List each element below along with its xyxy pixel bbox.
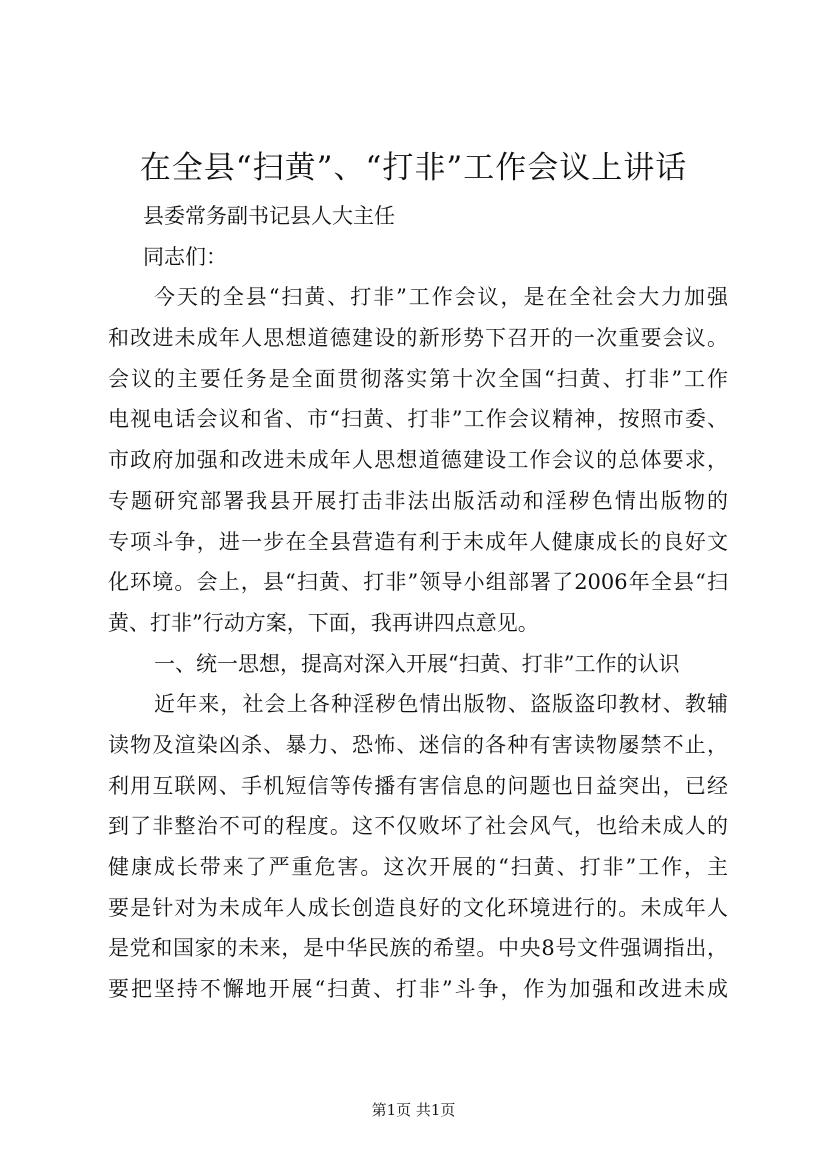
paragraph-line: 化环境。会上，县“扫黄、打非”领导小组部署了2006年全县“扫 [108,570,728,595]
paragraph-line: 和改进未成年人思想道德建设的新形势下召开的一次重要会议。 [108,326,728,351]
paragraph-line: 利用互联网、手机短信等传播有害信息的问题也日益突出，已经 [108,773,728,798]
salutation: 同志们： [143,244,227,269]
page-footer: 第1页 共1页 [371,1101,456,1119]
paragraph-line: 会议的主要任务是全面贯彻落实第十次全国“扫黄、打非”工作 [108,366,728,391]
section-heading: 一、统一思想，提高对深入开展“扫黄、打非”工作的认识 [154,651,680,676]
paragraph-line: 要是针对为未成年人成长创造良好的文化环境进行的。未成年人 [108,895,728,920]
author-line: 县委常务副书记县人大主任 [143,204,395,228]
paragraph-line: 电视电话会议和省、市“扫黄、打非”工作会议精神，按照市委、 [108,407,728,432]
paragraph-line: 黄、打非”行动方案，下面，我再讲四点意见。 [108,610,539,635]
paragraph-line: 健康成长带来了严重危害。这次开展的“扫黄、打非”工作，主 [108,855,728,879]
document-body [108,196,728,1010]
paragraph-line: 市政府加强和改进未成年人思想道德建设工作会议的总体要求， [108,448,728,473]
paragraph-line: 今天的全县“扫黄、打非”工作会议，是在全社会大力加强 [154,285,728,310]
paragraph-line: 要把坚持不懈地开展“扫黄、打非”斗争，作为加强和改进未成 [108,977,728,1002]
paragraph-line: 近年来，社会上各种淫秽色情出版物、盗版盗印教材、教辅 [154,692,728,717]
paragraph-line: 到了非整治不可的程度。这不仅败坏了社会风气，也给未成人的 [108,814,728,839]
paragraph-line: 是党和国家的未来，是中华民族的希望。中央8号文件强调指出， [108,936,728,961]
paragraph-line: 读物及渲染凶杀、暴力、恐怖、迷信的各种有害读物屡禁不止， [108,732,728,757]
paragraph-line: 专项斗争，进一步在全县营造有利于未成年人健康成长的良好文 [108,529,728,554]
document-title: 在全县“扫黄”、“打非”工作会议上讲话 [139,150,688,186]
paragraph-line: 专题研究部署我县开展打击非法出版活动和淫秽色情出版物的 [108,488,728,513]
